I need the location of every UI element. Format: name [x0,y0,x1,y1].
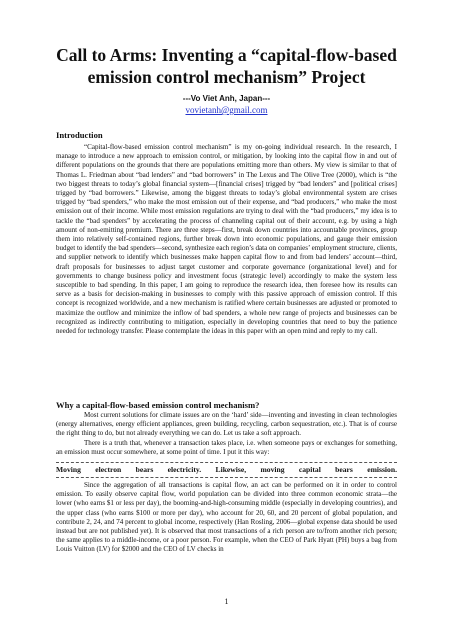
why-section-heading: Why a capital-flow-based emission control mechanism? [56,400,260,410]
quote-divider-top [56,462,397,463]
why-paragraph-1: Most current solutions for climate issues are on the ‘hard’ side—inventing and investing in clean technologies (energy alternatives, energy efficient appliances, green building, recycling, carbon sequestration, etc.). That is of course the right thing to do, but not already everything we can do. Let us take a soft approach. [56,411,397,438]
introduction-paragraph: “Capital-flow-based emission control mechanism” is my on-going individual research. In the research, I manage to introduce a new approach to emission control, or mitigation, by looking into the capital flow in and out of different populations on the grounds that there are populations emitting more than others. My view is similar to that of Thomas L. Friedman about “bad lenders” and “bad borrowers” in The Lexus and The Olive Tree (2000), which is “the two biggest threats to today’s global financial system—[financial crises] trigged by “bad lenders” and [political crises] trigged by “bad borrowers.” Likewise, among the biggest threats to today’s global environmental system are crises trigged by “bad spenders,” who make the most emission out of their expense, and “bad producers,” who make the most emission out of their income. While most emission regulations are trying to deal with the “bad producers,” my idea is to tackle the “bad spenders” by accelerating the process of channeling capital out of their account, e.g. by using a high amount of non-emitting premium. There are three steps—first, break down countries into accountable provinces, group them into relatively self-contained regions, further break down into economic populations, and gauge their emission budget to identify the bad spenders—second, synthesize each region’s data on companies’ employment structure, clients, and supplier network to identify which businesses make happen capital flow to and from bad lenders’ account—third, draft proposals for businesses to adjust target customer and corporate governance (organizational level) and for governments to change business policy and investment focus (strategic level) accordingly to make the system less susceptible to bad spending. In this paper, I am going to reproduce the research idea, then foresee how its results can serve as a basis for decision-making in businesses to comply with this passive approach of emission control. If this concept is recognized worldwide, and a new mechanism is ratified where certain businesses are adjusted or promoted to maximize the outflow and minimize the inflow of bad spenders, a whole new range of projects and businesses can be recognized as indirectly contributing to mitigation, especially in developing countries that need to buy the patience needed for technology transfer. Please contemplate the ideas in this paper with an open mind and reply to my call. [56,143,397,336]
quote-word: bears [335,465,353,474]
author-email-link[interactable]: vovietanh@gmail.com [185,105,268,115]
document-title: Call to Arms: Inventing a “capital-flow-based emission control mechanism” Project [56,45,397,87]
why-paragraph-3: Since the aggregation of all transactions is capital flow, an act can be performed on it in order to control emission. To easily observe capital flow, world population can be divided into three common economic strata—the lower (who earns $1 or less per day), the booming-and-high-consuming middle (especially in developing countries), and the upper class (who earns $100 or more per day), who account for 20, 60, and 20 percent of global population, and contribute 2, 24, and 74 percent to global income, respectively (Han Rosling, 2006—global expense data should be used instead but are not published yet). It is observed that most transactions of a rich person are to/from another rich person; the same applies to a middle-income, or a poor person. For example, when the CEO of Park Hyatt (PH) buys a bag from Louis Vuitton (LV) for $2000 and the CEO of LV checks in [56,481,397,554]
quote-word: emission. [367,465,397,474]
quote-word: Likewise, [215,465,247,474]
quote-word: electron [95,465,122,474]
quote-divider-bottom [56,477,397,478]
quote-word: Moving [56,465,81,474]
author-line: ---Vo Viet Anh, Japan--- [182,94,271,103]
quote-word: electricity. [167,465,202,474]
key-quote [56,465,397,475]
why-paragraph-2: There is a truth that, whenever a transaction takes place, i.e. when someone pays or exchanges for something, an emission must occur somewhere, at some point of time. I put it this way: [56,439,397,457]
page-number: 1 [224,597,229,606]
quote-word: moving [260,465,285,474]
introduction-heading: Introduction [56,130,103,140]
quote-word: capital [298,465,321,474]
quote-word: bears [135,465,154,474]
